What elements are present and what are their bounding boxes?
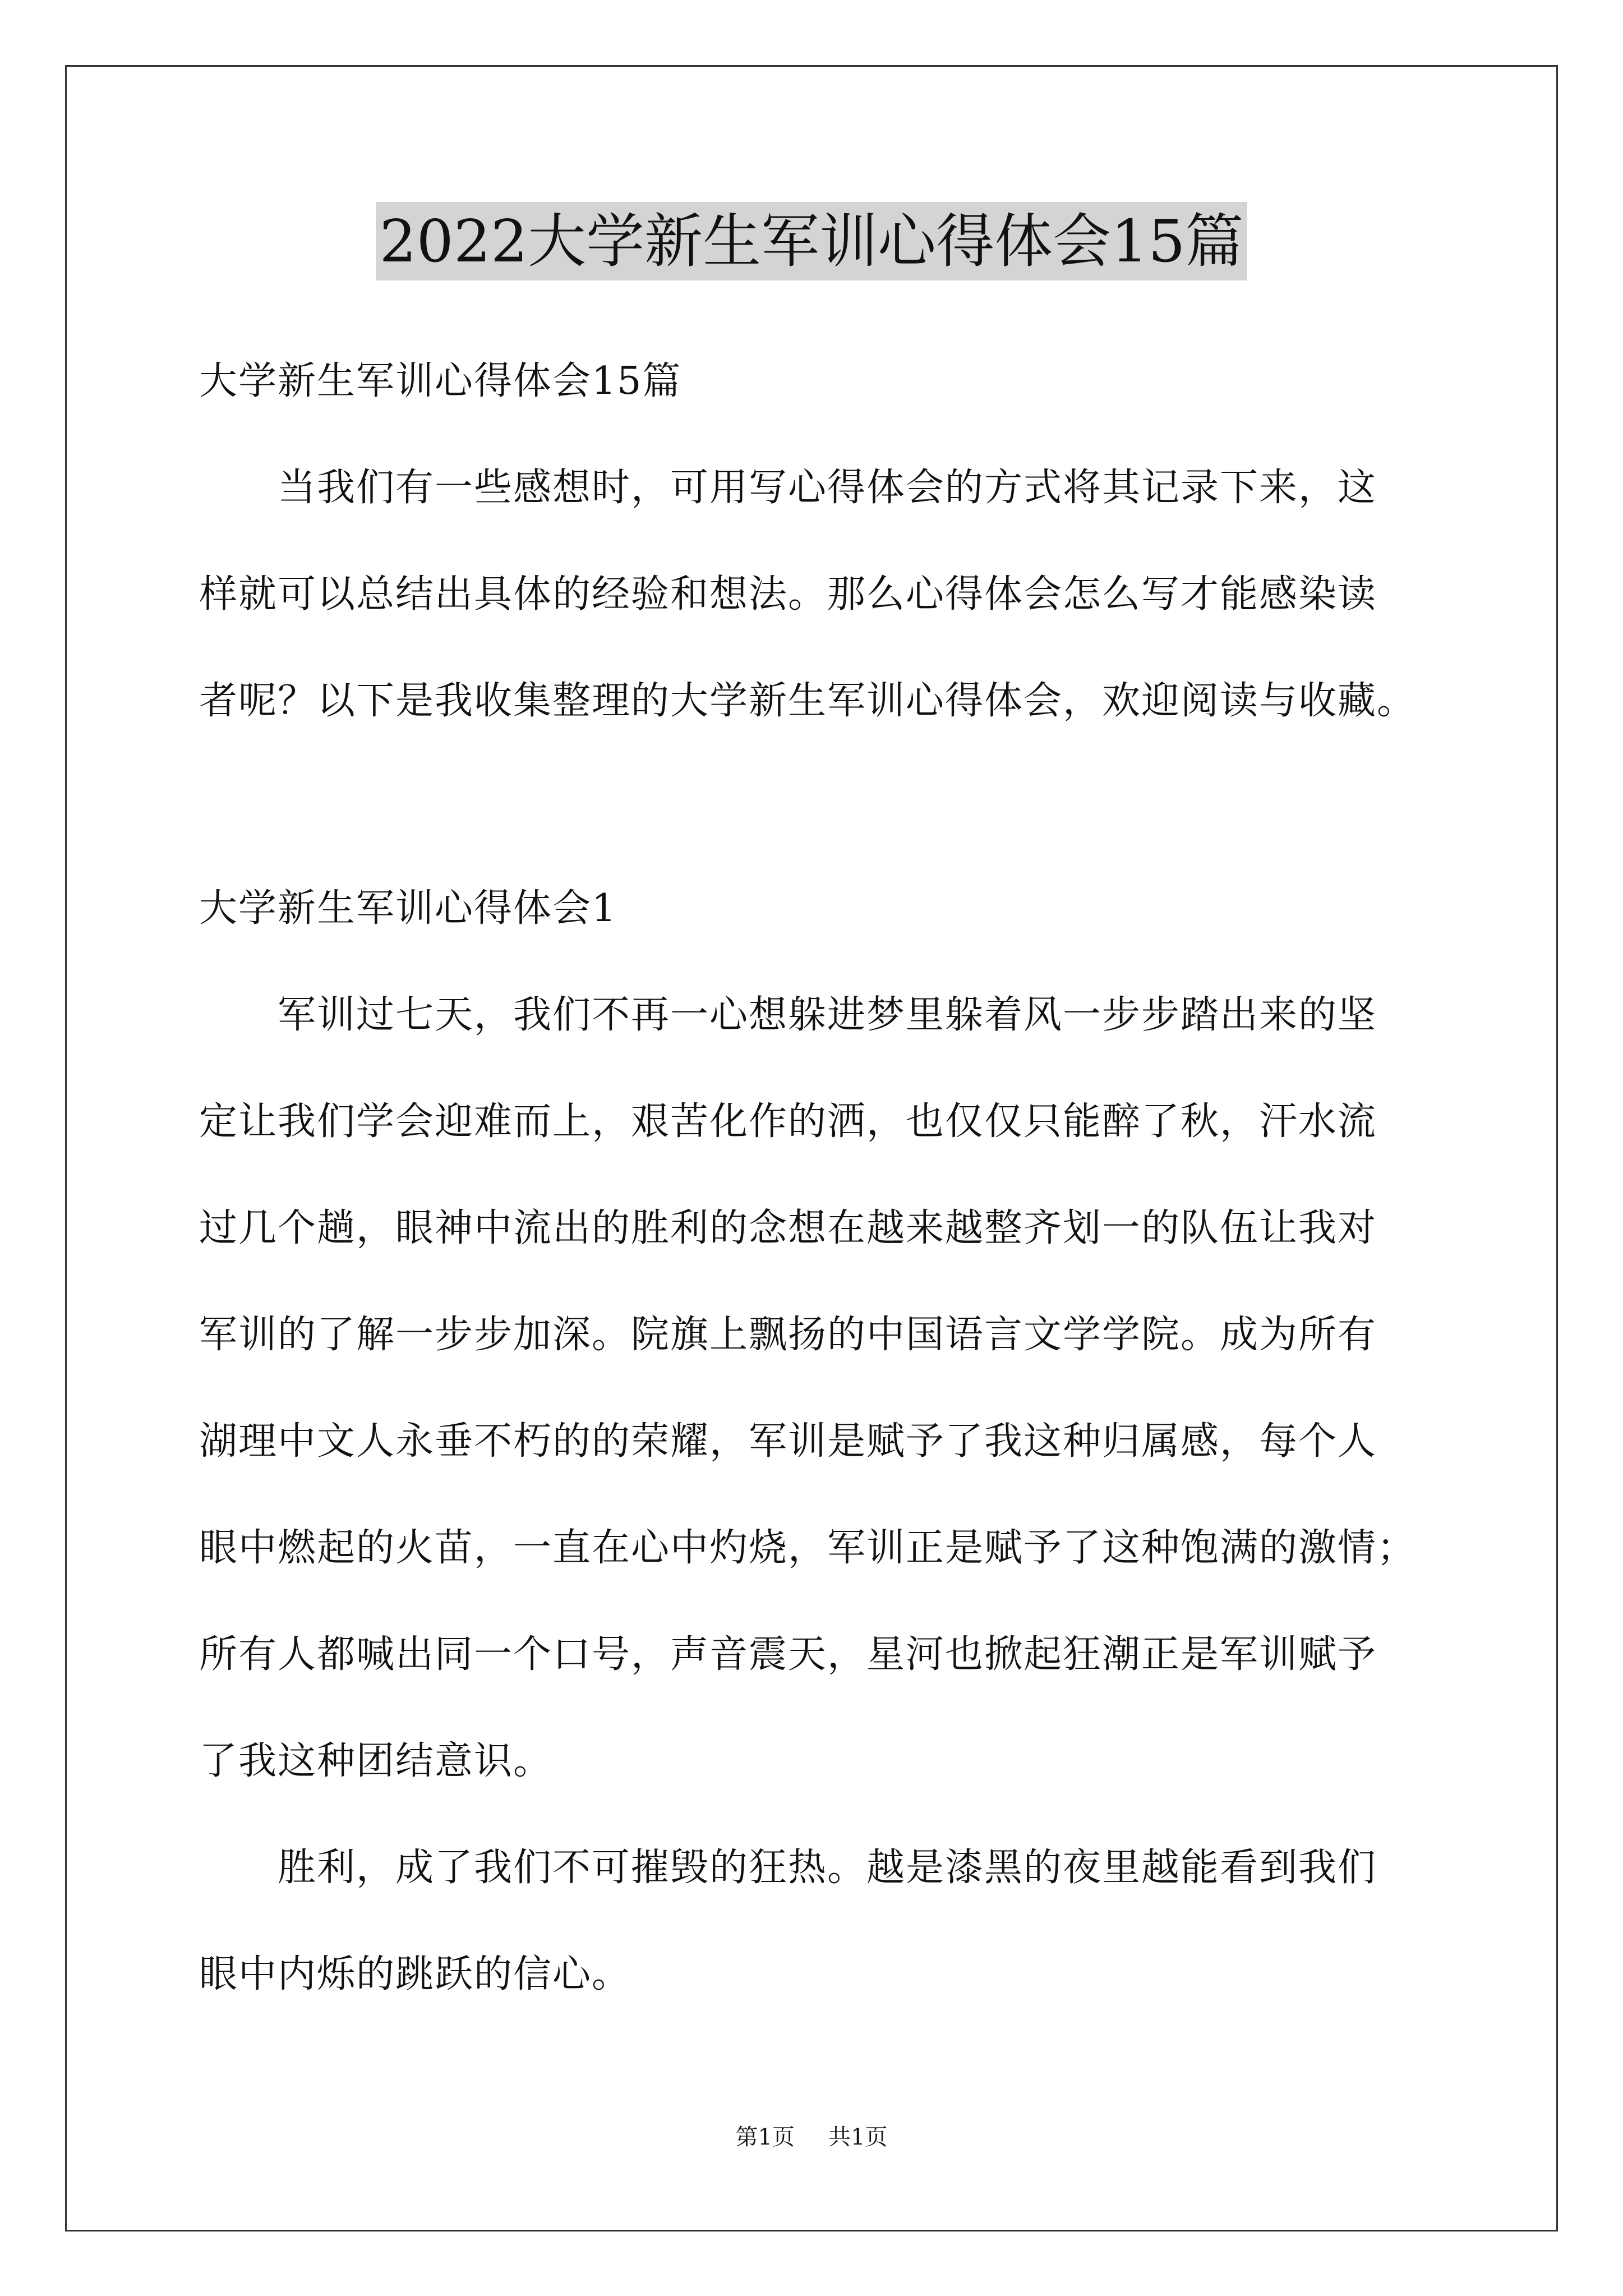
paragraph1-line-8: 了我这种团结意识。 [199, 1739, 553, 1783]
paragraph1-line-1: 军训过七天，我们不再一心想躲进梦里躲着风一步步踏出来的坚 [278, 993, 1377, 1037]
intro-line-3: 者呢？以下是我收集整理的大学新生军训心得体会，欢迎阅读与收藏。 [199, 679, 1417, 723]
paragraph1-line-5: 湖理中文人永垂不朽的的荣耀，军训是赋予了我这种归属感，每个人 [199, 1419, 1377, 1464]
intro-line-2: 样就可以总结出具体的经验和想法。那么心得体会怎么写才能感染读 [199, 572, 1377, 616]
document-title: 2022大学新生军训心得体会15篇 [376, 202, 1247, 280]
paragraph2-line-2: 眼中内烁的跳跃的信心。 [199, 1952, 631, 1996]
paragraph1-line-7: 所有人都喊出同一个口号，声音震天，星河也掀起狂潮正是军训赋予 [199, 1632, 1377, 1677]
paragraph1-line-4: 军训的了解一步步加深。院旗上飘扬的中国语言文学学院。成为所有 [199, 1313, 1377, 1357]
paragraph1-line-6: 眼中燃起的火苗，一直在心中灼烧，军训正是赋予了这种饱满的激情； [199, 1526, 1417, 1570]
document-subtitle: 大学新生军训心得体会15篇 [199, 359, 682, 403]
paragraph2-line-1: 胜利，成了我们不可摧毁的狂热。越是漆黑的夜里越能看到我们 [278, 1846, 1377, 1890]
page-number-total: 共1页 [828, 2124, 888, 2150]
page-footer [0, 2120, 1623, 2154]
intro-line-1: 当我们有一些感想时，可用写心得体会的方式将其记录下来，这 [278, 466, 1377, 510]
paragraph1-line-2: 定让我们学会迎难而上，艰苦化作的洒，也仅仅只能醉了秋，汗水流 [199, 1099, 1377, 1144]
title-container [0, 202, 1623, 280]
page-number-current: 第1页 [735, 2124, 795, 2150]
section-heading: 大学新生军训心得体会1 [199, 886, 617, 931]
paragraph1-line-3: 过几个趟，眼神中流出的胜利的念想在越来越整齐划一的队伍让我对 [199, 1206, 1377, 1250]
